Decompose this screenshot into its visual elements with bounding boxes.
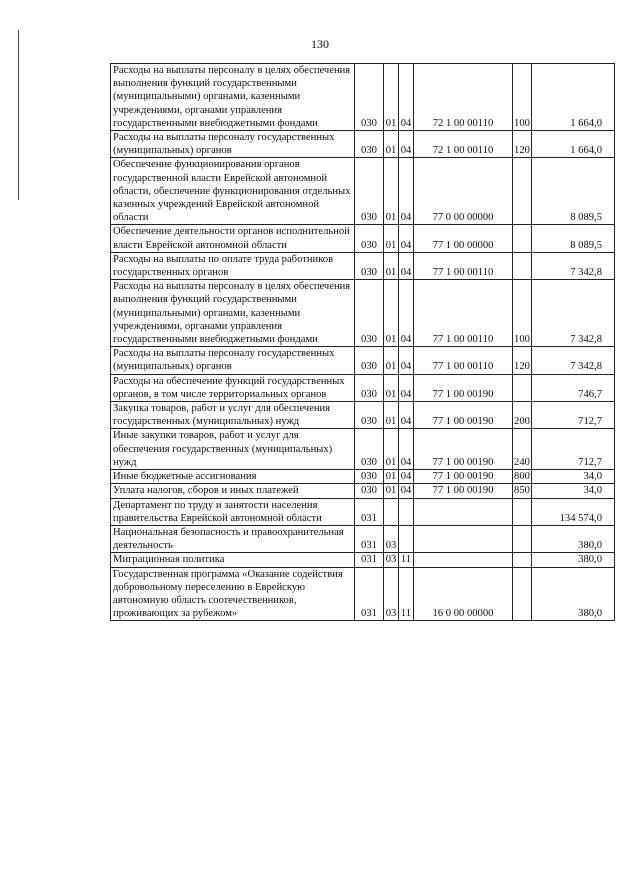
row-sum: 7 342,8: [532, 252, 615, 279]
row-sum: 7 342,8: [532, 347, 615, 374]
row-expense-type-code: 200: [513, 402, 532, 429]
row-subsection-code: 04: [399, 131, 414, 158]
row-section-code: 01: [384, 225, 399, 252]
row-expense-type-code: [513, 374, 532, 401]
row-name: Расходы на выплаты персоналу государственных (муниципальных) органов: [111, 131, 355, 158]
row-section-code: 01: [384, 470, 399, 484]
left-margin-rule: [18, 30, 19, 200]
row-sum: 7 342,8: [532, 280, 615, 347]
table-row: [111, 347, 615, 374]
row-sum: 134 574,0: [532, 498, 615, 525]
row-sum: 1 664,0: [532, 131, 615, 158]
row-subsection-code: 04: [399, 347, 414, 374]
row-expense-type-code: [513, 225, 532, 252]
row-section-code: 01: [384, 280, 399, 347]
row-name: Уплата налогов, сборов и иных платежей: [111, 484, 355, 498]
row-subsection-code: [399, 525, 414, 552]
row-subsection-code: 04: [399, 280, 414, 347]
row-sum: 1 664,0: [532, 64, 615, 131]
row-expense-type-code: [513, 553, 532, 567]
row-expense-type-code: [513, 252, 532, 279]
table-row: [111, 402, 615, 429]
row-section-code: 01: [384, 402, 399, 429]
table-row: [111, 225, 615, 252]
row-section-code: [384, 498, 399, 525]
budget-table: [110, 63, 615, 621]
row-ved-code: 031: [355, 498, 384, 525]
table-row: [111, 252, 615, 279]
row-target-article-code: 72 1 00 00110: [414, 131, 513, 158]
row-subsection-code: 04: [399, 252, 414, 279]
table-row: [111, 158, 615, 225]
row-expense-type-code: 100: [513, 64, 532, 131]
row-subsection-code: 11: [399, 567, 414, 621]
row-sum: 380,0: [532, 567, 615, 621]
table-row: [111, 525, 615, 552]
table-row: [111, 64, 615, 131]
row-name: Департамент по труду и занятости населения правительства Еврейской автономной области: [111, 498, 355, 525]
row-expense-type-code: 850: [514, 485, 530, 497]
row-ved-code: 030: [355, 252, 384, 279]
row-ved-code: 031: [355, 525, 384, 552]
row-target-article-code: 77 1 00 00110: [414, 252, 513, 279]
row-subsection-code: 04: [399, 374, 414, 401]
row-section-code: 01: [384, 347, 399, 374]
row-target-article-code: 77 1 00 00110: [414, 280, 513, 347]
row-target-article-code: 77 1 00 00190: [414, 429, 513, 470]
row-ved-code: 030: [355, 347, 384, 374]
row-target-article-code: 77 1 00 00110: [414, 347, 513, 374]
row-section-code: 01: [384, 374, 399, 401]
row-subsection-code: 04: [399, 484, 414, 498]
row-subsection-code: 04: [399, 64, 414, 131]
row-sum: 712,7: [532, 429, 615, 470]
row-expense-type-code: 120: [513, 131, 532, 158]
row-ved-code: 030: [355, 429, 384, 470]
row-expense-type-code: [513, 525, 532, 552]
row-sum: 380,0: [532, 553, 615, 567]
row-ved-code: 030: [355, 158, 384, 225]
row-subsection-code: 04: [399, 225, 414, 252]
table-row: [111, 498, 615, 525]
row-name: Расходы на выплаты персоналу государственных (муниципальных) органов: [111, 347, 355, 374]
row-name: Расходы на выплаты персоналу в целях обеспечения выполнения функций государственными (муниципальными) органами, казенными учреждениями, органами управления государственными внебюджетными фондами: [111, 64, 355, 131]
row-target-article-code: 77 1 00 00190: [414, 484, 513, 498]
row-sum: 34,0: [532, 470, 615, 484]
row-expense-type-code: 800: [514, 471, 530, 483]
row-expense-type-code: [513, 498, 532, 525]
row-sum: 8 089,5: [532, 225, 615, 252]
table-row: [111, 131, 615, 158]
row-target-article-code: 77 1 00 00190: [414, 374, 513, 401]
table-row: [111, 470, 615, 484]
row-name: Иные закупки товаров, работ и услуг для обеспечения государственных (муниципальных) нужд: [111, 429, 355, 470]
row-ved-code: 030: [355, 225, 384, 252]
row-section-code: 01: [384, 429, 399, 470]
row-sum: 712,7: [532, 402, 615, 429]
row-expense-type-code: 100: [513, 280, 532, 347]
row-name: Обеспечение деятельности органов исполнительной власти Еврейской автономной области: [111, 225, 355, 252]
row-sum: 746,7: [532, 374, 615, 401]
row-name: Государственная программа «Оказание содействия добровольному переселению в Еврейскую автономную область соотечественников, проживающих за рубежом»: [111, 567, 355, 621]
row-subsection-code: 04: [399, 429, 414, 470]
row-ved-code: 030: [355, 470, 384, 484]
row-section-code: 01: [384, 64, 399, 131]
row-name: Иные бюджетные ассигнования: [111, 470, 355, 484]
row-expense-type-code: 120: [513, 347, 532, 374]
table-row: [111, 553, 615, 567]
row-target-article-code: 77 1 00 00190: [414, 402, 513, 429]
row-target-article-code: 16 0 00 00000: [414, 567, 513, 621]
row-ved-code: 030: [355, 374, 384, 401]
row-ved-code: 030: [355, 484, 384, 498]
row-ved-code: 031: [355, 553, 384, 567]
row-section-code: 03: [384, 525, 399, 552]
row-ved-code: 031: [355, 567, 384, 621]
table-row: [111, 429, 615, 470]
row-expense-type-code: [513, 158, 532, 225]
row-section-code: 01: [384, 131, 399, 158]
row-subsection-code: 11: [399, 553, 414, 567]
row-section-code: 01: [384, 484, 399, 498]
row-sum: 34,0: [532, 484, 615, 498]
row-target-article-code: 72 1 00 00110: [414, 64, 513, 131]
row-name: Расходы на обеспечение функций государственных органов, в том числе территориальных органов: [111, 374, 355, 401]
row-sum: 380,0: [532, 525, 615, 552]
row-target-article-code: [414, 498, 513, 525]
row-target-article-code: 77 1 00 00190: [414, 470, 513, 484]
row-subsection-code: [399, 498, 414, 525]
row-ved-code: 030: [355, 402, 384, 429]
table-row: [111, 567, 615, 621]
row-name: Миграционная политика: [111, 553, 355, 567]
row-subsection-code: 04: [399, 470, 414, 484]
row-name: Национальная безопасность и правоохранительная деятельность: [111, 525, 355, 552]
row-section-code: 03: [384, 553, 399, 567]
row-target-article-code: [414, 525, 513, 552]
row-subsection-code: 04: [399, 402, 414, 429]
row-subsection-code: 04: [399, 158, 414, 225]
table-row: [111, 484, 615, 498]
row-target-article-code: 77 0 00 00000: [414, 158, 513, 225]
row-name: Расходы на выплаты по оплате труда работников государственных органов: [111, 252, 355, 279]
row-ved-code: 030: [355, 280, 384, 347]
table-row: [111, 280, 615, 347]
row-name: Обеспечение функционирования органов государственной власти Еврейской автономной области, обеспечение функционирования отдельных казенных учреждений Еврейской автономной области: [111, 158, 355, 225]
row-section-code: 03: [384, 567, 399, 621]
row-sum: 8 089,5: [532, 158, 615, 225]
table-row: [111, 374, 615, 401]
row-section-code: 01: [384, 158, 399, 225]
row-target-article-code: [414, 553, 513, 567]
row-expense-type-code: [513, 567, 532, 621]
row-ved-code: 030: [355, 64, 384, 131]
row-ved-code: 030: [355, 131, 384, 158]
row-name: Закупка товаров, работ и услуг для обеспечения государственных (муниципальных) нужд: [111, 402, 355, 429]
row-name: Расходы на выплаты персоналу в целях обеспечения выполнения функций государственными (муниципальными) органами, казенными учреждениями, органами управления государственными внебюджетными фондами: [111, 280, 355, 347]
row-expense-type-code: 240: [513, 429, 532, 470]
row-section-code: 01: [384, 252, 399, 279]
page-number: 130: [311, 37, 329, 51]
row-target-article-code: 77 1 00 00000: [414, 225, 513, 252]
